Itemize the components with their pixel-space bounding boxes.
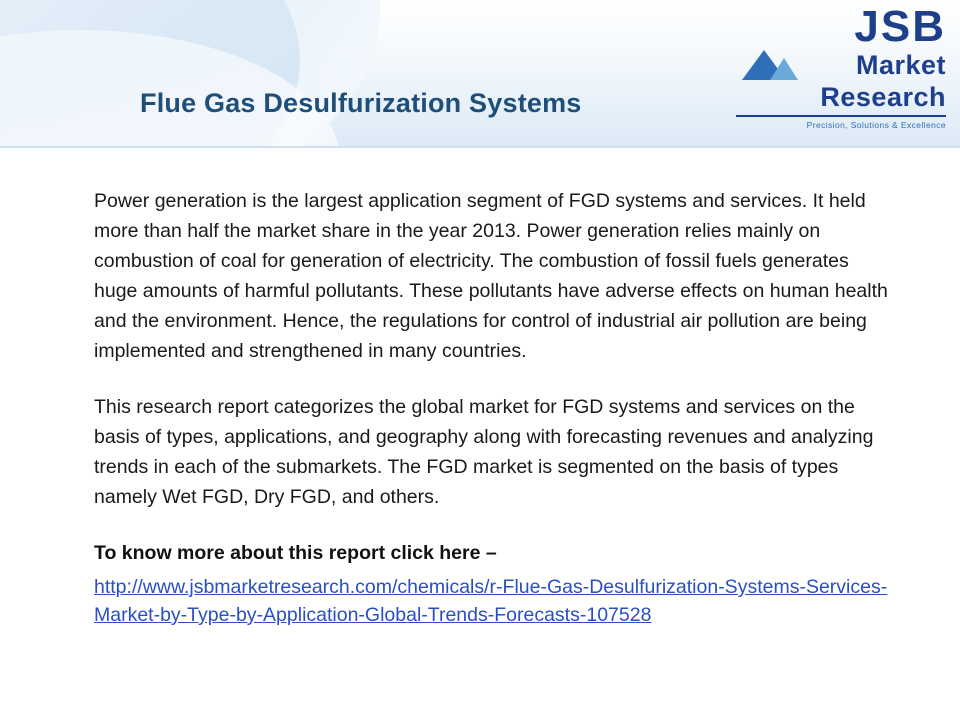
report-link[interactable]: http://www.jsbmarketresearch.com/chemicals/r-Flue-Gas-Desulfurization-Systems-Services-Market-by-Type-by-Application-Global-Trends-Forecasts-107528: [94, 576, 888, 626]
logo-underline: [736, 115, 946, 117]
call-to-action-text: To know more about this report click here –: [94, 542, 497, 564]
logo-market-text: Market: [855, 50, 946, 80]
slide-body: [94, 186, 894, 629]
logo-research-text: Research: [820, 82, 946, 112]
slide-footer-edge: [0, 714, 960, 720]
header-divider: [0, 146, 960, 148]
jsb-market-research-logo: [736, 2, 946, 130]
body-paragraph-1: Power generation is the largest application segment of FGD systems and services. It held more than half the market share in the year 2013. Power generation relies mainly on combustion of coal for generation of electricity. The combustion of fossil fuels generates huge amounts of harmful pollutants. These pollutants have adverse effects on human health and the environment. Hence, the regulations for control of industrial air pollution are being implemented and strengthened in many countries.: [94, 190, 888, 362]
logo-tagline: Precision, Solutions & Excellence: [806, 120, 946, 130]
logo-mark-row: [736, 48, 946, 82]
body-paragraph-2: This research report categorizes the global market for FGD systems and services on the basis of types, applications, and geography along with forecasting revenues and analyzing trends in each of the submarkets. The FGD market is segmented on the basis of types namely Wet FGD, Dry FGD, and others.: [94, 396, 874, 508]
logo-jsb-text: JSB: [854, 2, 946, 51]
mountain-peak-small-icon: [770, 58, 798, 80]
page-title: Flue Gas Desulfurization Systems: [140, 88, 582, 118]
